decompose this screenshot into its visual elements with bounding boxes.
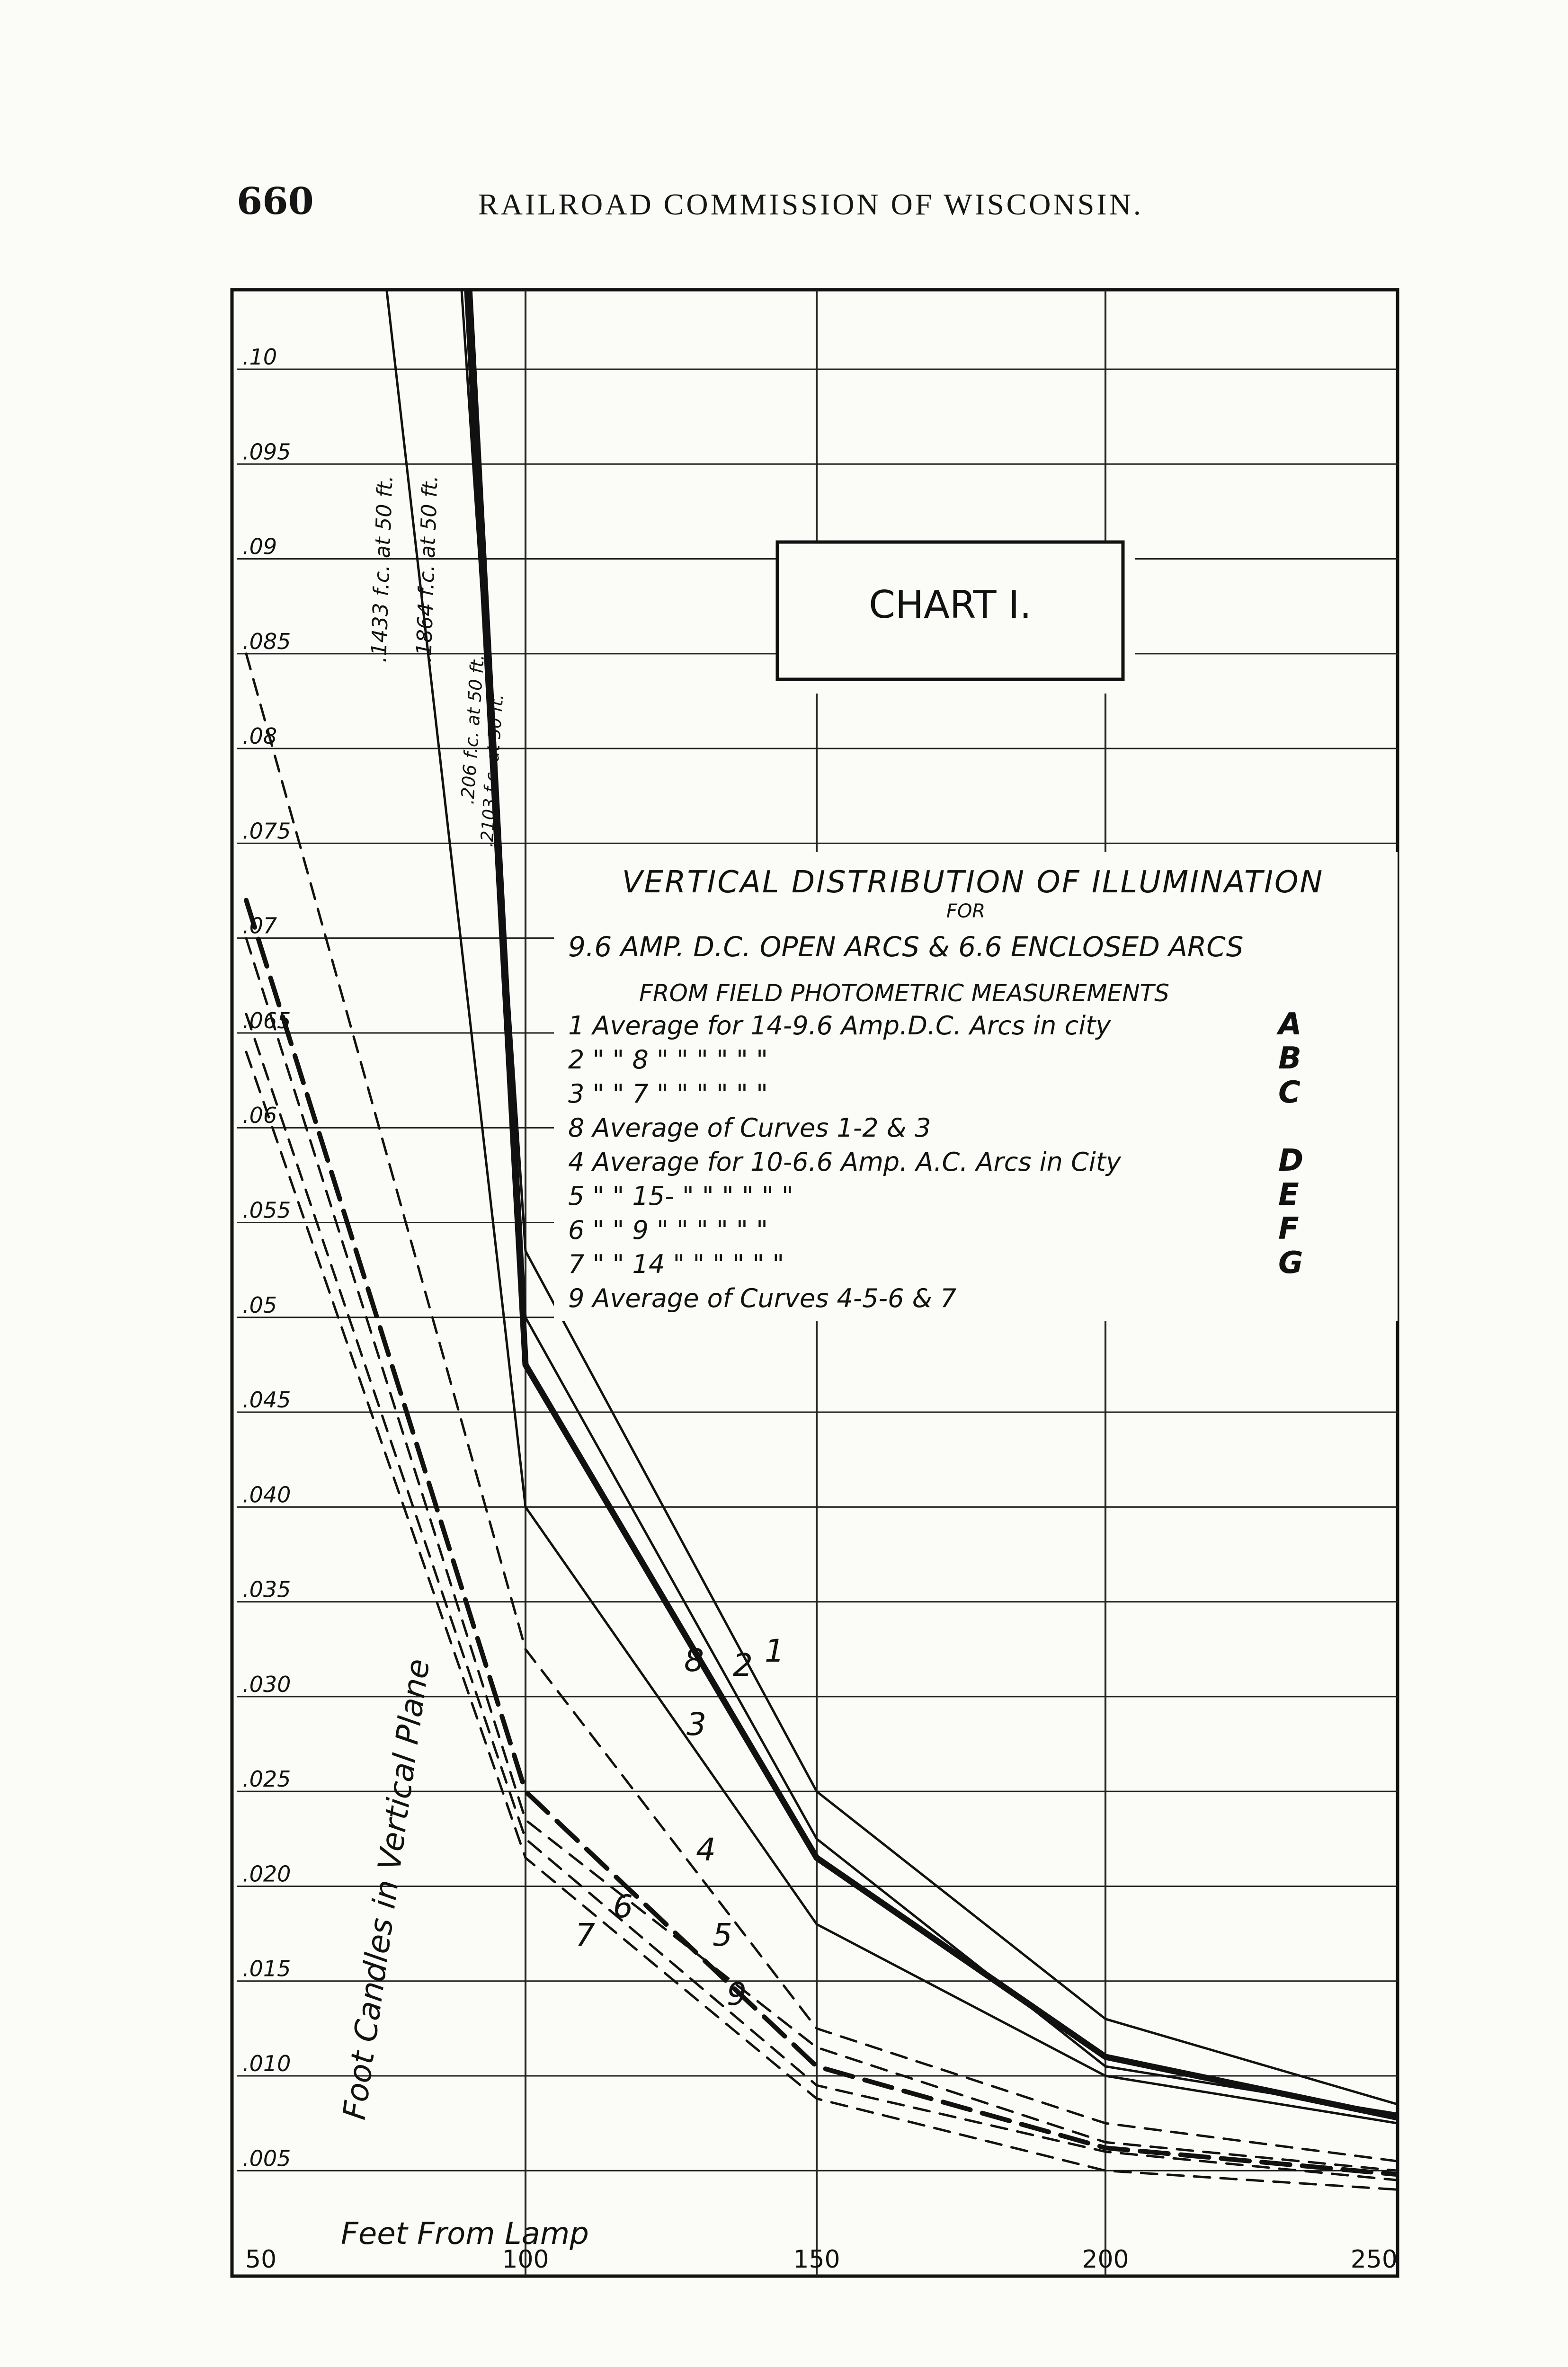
page-number: 660 xyxy=(237,180,314,223)
legend-entry-letter: G xyxy=(1278,1246,1303,1281)
y-tick-label: .075 xyxy=(242,818,291,844)
legend-entry: 9 Average of Curves 4-5-6 & 7 xyxy=(568,1283,957,1313)
y-tick-label: .095 xyxy=(242,439,291,465)
y-tick-label: .040 xyxy=(242,1482,291,1508)
y-tick-label: .055 xyxy=(242,1197,291,1223)
chart-title: CHART I. xyxy=(869,583,1032,627)
y-tick-label: .025 xyxy=(242,1766,291,1792)
y-tick-label: .07 xyxy=(242,913,277,939)
legend-source: FROM FIELD PHOTOMETRIC MEASUREMENTS xyxy=(639,979,1169,1007)
y-tick-label: .09 xyxy=(242,534,277,560)
legend-entry-letter: E xyxy=(1278,1177,1299,1212)
legend-entry: 4 Average for 10-6.6 Amp. A.C. Arcs in City xyxy=(568,1147,1121,1177)
legend-entry: 6 " " 9 " " " " " " xyxy=(568,1215,768,1245)
y-tick-label: .045 xyxy=(242,1387,291,1413)
running-head: RAILROAD COMMISSION OF WISCONSIN. xyxy=(478,187,1143,221)
y-tick-labels xyxy=(242,344,291,2171)
y-tick-label: .020 xyxy=(242,1861,291,1887)
legend-for: FOR xyxy=(946,900,986,922)
x-tick-label: 50 xyxy=(245,2245,277,2274)
curve-label-1: 1 xyxy=(765,1633,784,1669)
legend-entry: 1 Average for 14-9.6 Amp.D.C. Arcs in city xyxy=(568,1011,1111,1041)
curve-label-5: 5 xyxy=(713,1917,732,1953)
curve-label-6: 6 xyxy=(613,1888,633,1925)
y-tick-label: .10 xyxy=(242,344,277,370)
curve-label-8: 8 xyxy=(684,1642,704,1679)
curve-label-4: 4 xyxy=(696,1832,716,1868)
curve-label-9: 9 xyxy=(727,1976,747,2012)
legend-entry: 8 Average of Curves 1-2 & 3 xyxy=(568,1113,931,1143)
y-tick-label: .05 xyxy=(242,1292,277,1318)
x-tick-label: 250 xyxy=(1350,2245,1398,2274)
y-tick-label: .085 xyxy=(242,628,291,654)
legend-entry-letter: D xyxy=(1278,1143,1304,1178)
legend-entry-letter: C xyxy=(1278,1075,1301,1110)
legend-entry: 2 " " 8 " " " " " " xyxy=(568,1045,768,1075)
y-tick-label: .015 xyxy=(242,1956,291,1982)
legend-entry-letter: A xyxy=(1278,1007,1302,1042)
curve-label-7: 7 xyxy=(575,1917,595,1953)
annotation-curve-2: .206 f.c. at 50 ft. xyxy=(457,653,489,805)
legend-entry-letter: B xyxy=(1278,1041,1301,1076)
annotation-curve-8: .2103 f.c. at 50 ft. xyxy=(477,693,508,848)
legend-entry: 5 " " 15- " " " " " " xyxy=(568,1181,793,1211)
y-tick-label: .08 xyxy=(242,723,277,749)
legend-subtitle: 9.6 AMP. D.C. OPEN ARCS & 6.6 ENCLOSED ARCS xyxy=(568,931,1244,963)
annotation-curve-3: .1433 f.c. at 50 ft. xyxy=(367,475,398,663)
legend-entry: 7 " " 14 " " " " " " xyxy=(568,1249,784,1279)
curve-labels xyxy=(575,1633,784,2012)
x-axis-label: Feet From Lamp xyxy=(341,2216,589,2251)
y-tick-label: .010 xyxy=(242,2051,291,2076)
legend-entry-letter: F xyxy=(1278,1211,1299,1246)
y-axis-label: Foot Candles in Vertical Plane xyxy=(336,1656,437,2122)
curve-label-2: 2 xyxy=(733,1647,753,1683)
legend-title: VERTICAL DISTRIBUTION OF ILLUMINATION xyxy=(622,865,1324,900)
y-tick-label: .065 xyxy=(242,1007,291,1033)
annotation-curve-1: .1864 f.c. at 50 ft. xyxy=(412,475,443,663)
legend-entry: 3 " " 7 " " " " " " xyxy=(568,1079,768,1109)
y-tick-label: .06 xyxy=(242,1103,277,1129)
y-tick-label: .035 xyxy=(242,1576,291,1602)
curve-label-3: 3 xyxy=(686,1706,706,1743)
x-tick-label: 100 xyxy=(502,2245,549,2274)
y-tick-label: .030 xyxy=(242,1671,291,1697)
x-tick-label: 150 xyxy=(793,2245,840,2274)
y-tick-label: .005 xyxy=(242,2145,291,2171)
x-tick-label: 200 xyxy=(1082,2245,1129,2274)
